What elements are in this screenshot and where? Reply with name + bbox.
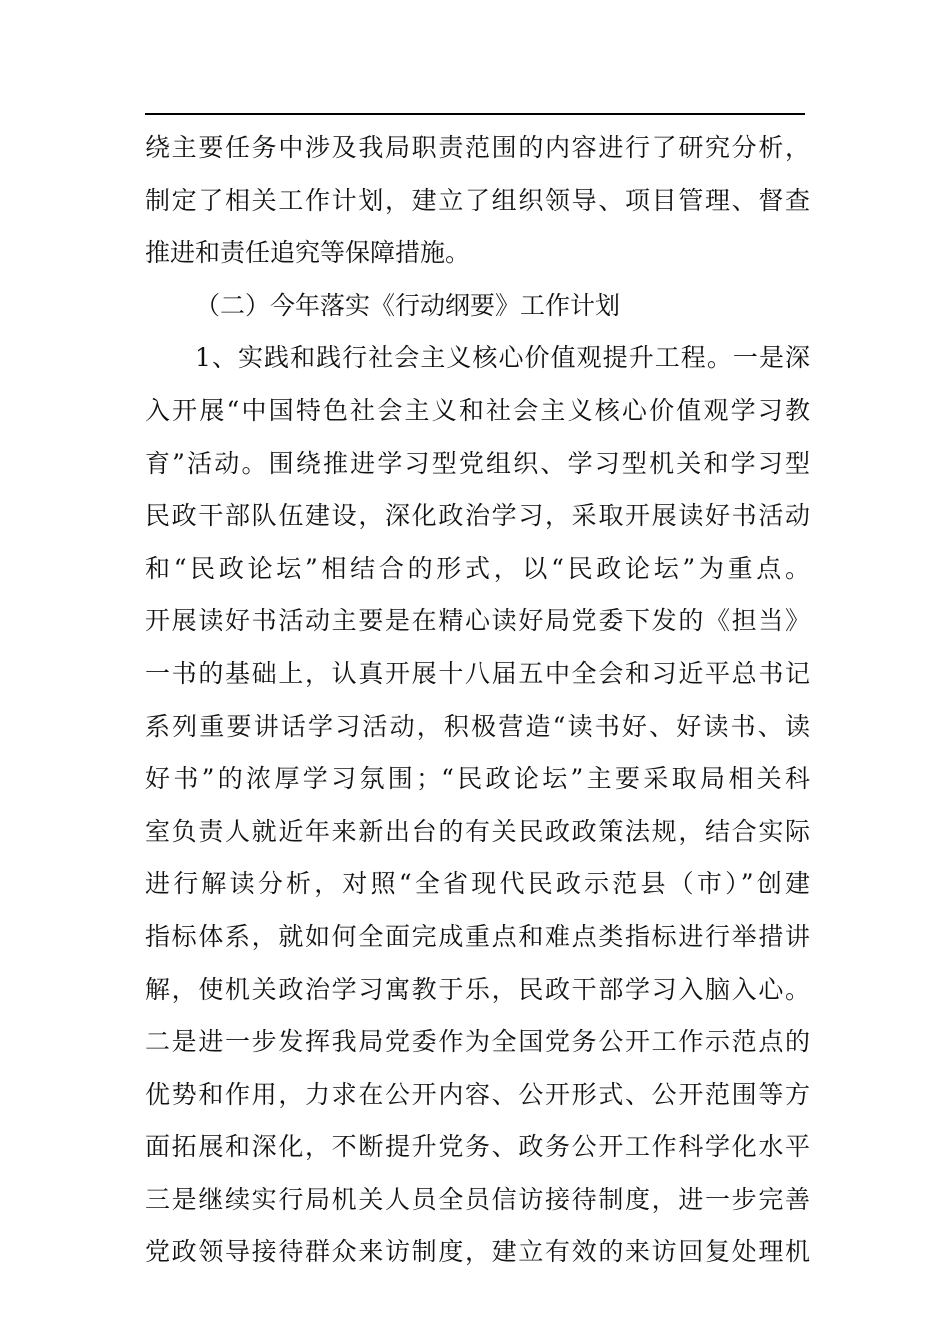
text-line: 进行解读分析，对照“全省现代民政示范县（市）”创建 [145, 869, 810, 899]
text-line: 好书”的浓厚学习氛围；“民政论坛”主要采取局相关科 [145, 764, 810, 794]
text-line: 优势和作用，力求在公开内容、公开形式、公开范围等方 [145, 1079, 810, 1109]
text-line: 系列重要讲话学习活动，积极营造“读书好、好读书、读 [145, 711, 810, 741]
text-line: 制定了相关工作计划，建立了组织领导、项目管理、督查 [145, 185, 810, 215]
text-line: 二是进一步发挥我局党委作为全国党务公开工作示范点的 [145, 1027, 810, 1057]
text-line: 面拓展和深化，不断提升党务、政务公开工作科学化水平 [145, 1132, 810, 1162]
header-rule [145, 113, 805, 115]
text-line: 绕主要任务中涉及我局职责范围的内容进行了研究分析， [145, 133, 810, 162]
section-heading: （二）今年落实《行动纲要》工作计划 [195, 290, 621, 320]
text-line: 和“民政论坛”相结合的形式，以“民政论坛”为重点。 [145, 553, 810, 583]
text-line: 解，使机关政治学习寓教于乐，民政干部学习入脑入心。 [145, 974, 810, 1004]
text-line: 党政领导接待群众来访制度，建立有效的来访回复处理机 [145, 1237, 810, 1267]
text-line: 推进和责任追究等保障措施。 [145, 238, 471, 268]
document-body [145, 122, 810, 1279]
text-line: 民政干部队伍建设，深化政治学习，采取开展读好书活动 [145, 501, 810, 531]
text-line: 入开展“中国特色社会主义和社会主义核心价值观学习教 [145, 395, 810, 425]
text-line: 一书的基础上，认真开展十八届五中全会和习近平总书记 [145, 658, 810, 688]
text-line: 指标体系，就如何全面完成重点和难点类指标进行举措讲 [145, 921, 810, 951]
text-line: 开展读好书活动主要是在精心读好局党委下发的《担当》 [145, 606, 810, 636]
text-line: 育”活动。围绕推进学习型党组织、学习型机关和学习型 [145, 448, 810, 478]
text-line: 1、实践和践行社会主义核心价值观提升工程。一是深 [195, 343, 810, 373]
text-line: 室负责人就近年来新出台的有关民政政策法规，结合实际 [145, 816, 810, 846]
text-line: 三是继续实行局机关人员全员信访接待制度，进一步完善 [145, 1184, 810, 1214]
